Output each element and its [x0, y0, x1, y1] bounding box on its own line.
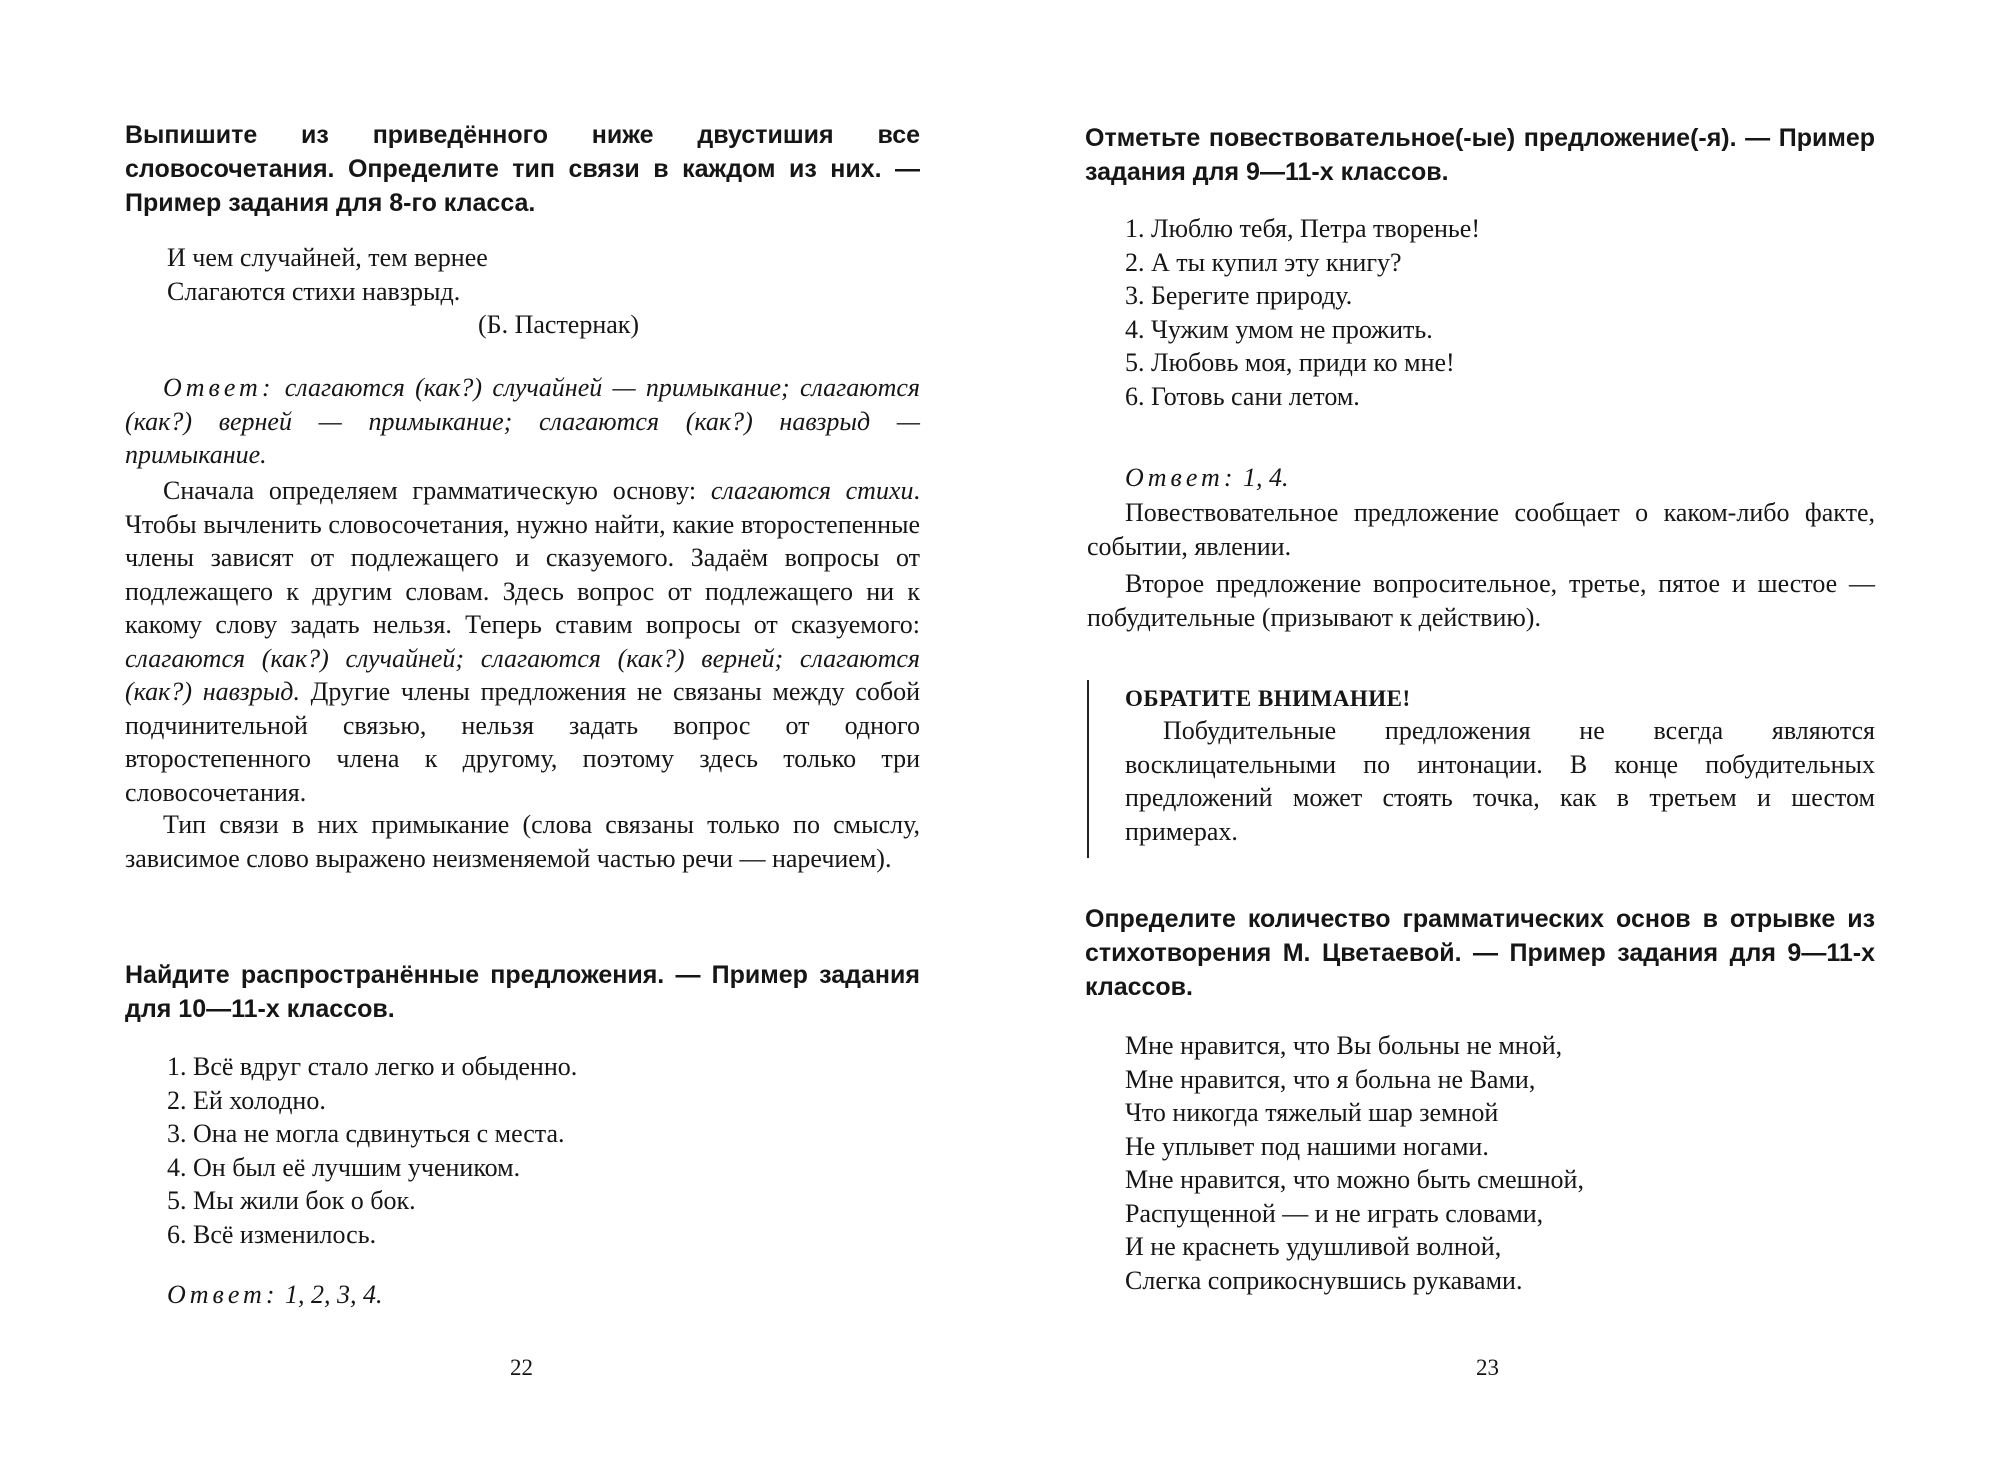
text-run-italic: слагаются (как?) случайней; слагаются (как?) верней; слагаются (как?) навзрыд.: [125, 643, 920, 706]
poem-line: Не уплывет под нашими ногами.: [1125, 1131, 1489, 1161]
list-item: 5. Мы жили бок о бок.: [167, 1186, 416, 1215]
poem-attribution: (Б. Пастернак): [478, 310, 640, 339]
list-item: 3. Берегите природу.: [1125, 281, 1353, 310]
right-page: [1000, 0, 2000, 1467]
list-item: 6. Готовь сани летом.: [1125, 381, 1360, 411]
text-run: Сначала определяем грамматическую основу:: [163, 476, 711, 505]
list-item: 2. Ей холодно.: [167, 1085, 326, 1115]
answer-paragraph: [125, 371, 920, 472]
note-text: Побудительные предложения не всегда являются восклицательными по интонации. В конце побудительных предложений может стоять точка, как в третьем и шестом примерах.: [1125, 716, 1875, 846]
poem-line: Распущенной — и не играть словами,: [1125, 1198, 1544, 1228]
task-heading: Найдите распространённые предложения. — Пример задания для 10—11-х классов.: [125, 961, 920, 1023]
list-item: 5. Любовь моя, приди ко мне!: [1125, 348, 1455, 377]
note-vertical-rule: [1087, 680, 1089, 858]
task-heading: Отметьте повествовательное(-ые) предложение(-я). — Пример задания для 9—11-х классов.: [1085, 124, 1875, 186]
sentence-list: [1125, 212, 1480, 413]
answer-paragraph: [167, 1278, 767, 1312]
poem-line: Что никогда тяжелый шар земной: [1125, 1098, 1499, 1127]
explanation-paragraph: [125, 474, 920, 809]
task-heading: Определите количество грамматических основ в отрывке из стихотворения М. Цветаевой. — Пример задания для 9—11-х классов.: [1085, 905, 1875, 1001]
poem-excerpt: [167, 241, 488, 308]
page-number: 22: [510, 1355, 533, 1380]
answer-label: Ответ:: [163, 373, 275, 402]
task-heading: Выпишите из приведённого ниже двустишия все словосочетания. Определите тип связи в каждом из них. — Пример задания для 8-го класса.: [125, 121, 920, 217]
text-run: Другие члены предложения не связаны между собой подчинительной связью, нельзя задать вопрос от одного второстепенного члена к другому, поэтому здесь только три словосочетания.: [125, 677, 920, 807]
text-run-italic: слагаются стихи: [710, 476, 914, 505]
text-run: . Чтобы вычленить словосочетания, нужно найти, какие второстепенные члены зависят от подлежащего и сказуемого. Задаём вопросы от подлежащего к другим словам. Здесь вопрос от подлежащего ни к какому слову задать нельзя. Теперь ставим вопросы от сказуемого:: [125, 476, 920, 639]
answer-text: 1, 2, 3, 4.: [284, 1280, 383, 1309]
answer-label: Ответ:: [1125, 463, 1237, 492]
list-item: 4. Чужим умом не прожить.: [1125, 314, 1433, 344]
explanation-paragraph: Второе предложение вопросительное, третье, пятое и шестое — побудительные (призывают к действию).: [1087, 569, 1875, 632]
poem-line: И чем случайней, тем вернее: [167, 243, 488, 272]
list-item: 3. Она не могла сдвинуться с места.: [167, 1119, 565, 1148]
answer-label: Ответ:: [167, 1280, 279, 1309]
poem-line: Слагаются стихи навзрыд.: [167, 276, 461, 306]
poem-line: Мне нравится, что можно быть смешной,: [1125, 1165, 1584, 1194]
answer-paragraph: [1125, 461, 1725, 495]
poem-line: Мне нравится, что Вы больны не мной,: [1125, 1031, 1563, 1060]
answer-text: 1, 4.: [1242, 463, 1289, 492]
list-item: 1. Всё вдруг стало легко и обыденно.: [167, 1052, 578, 1081]
list-item: 2. А ты купил эту книгу?: [1125, 247, 1402, 277]
list-item: 4. Он был её лучшим учеником.: [167, 1152, 521, 1182]
poem-line: Мне нравится, что я больна не Вами,: [1125, 1064, 1536, 1094]
explanation-paragraph: Тип связи в них примыкание (слова связаны только по смыслу, зависимое слово выражено неизменяемой частью речи — наречием).: [125, 810, 920, 873]
page-number: 23: [1476, 1355, 1499, 1380]
explanation-paragraph: Повествовательное предложение сообщает о каком-либо факте, событии, явлении.: [1087, 498, 1875, 561]
list-item: 1. Люблю тебя, Петра творенье!: [1125, 214, 1480, 243]
poem-line: И не краснеть удушливой волной,: [1125, 1232, 1502, 1261]
sentence-list: [167, 1050, 577, 1251]
poem-line: Слегка соприкоснувшись рукавами.: [1125, 1265, 1523, 1295]
list-item: 6. Всё изменилось.: [167, 1219, 377, 1249]
poem-excerpt: [1125, 1029, 1584, 1297]
answer-text: слагаются (как?) случайней — примыкание; слагаются (как?) верней — примыкание; слагаются (как?) навзрыд — примыкание.: [125, 373, 921, 469]
note-title: ОБРАТИТЕ ВНИМАНИЕ!: [1125, 686, 1411, 711]
